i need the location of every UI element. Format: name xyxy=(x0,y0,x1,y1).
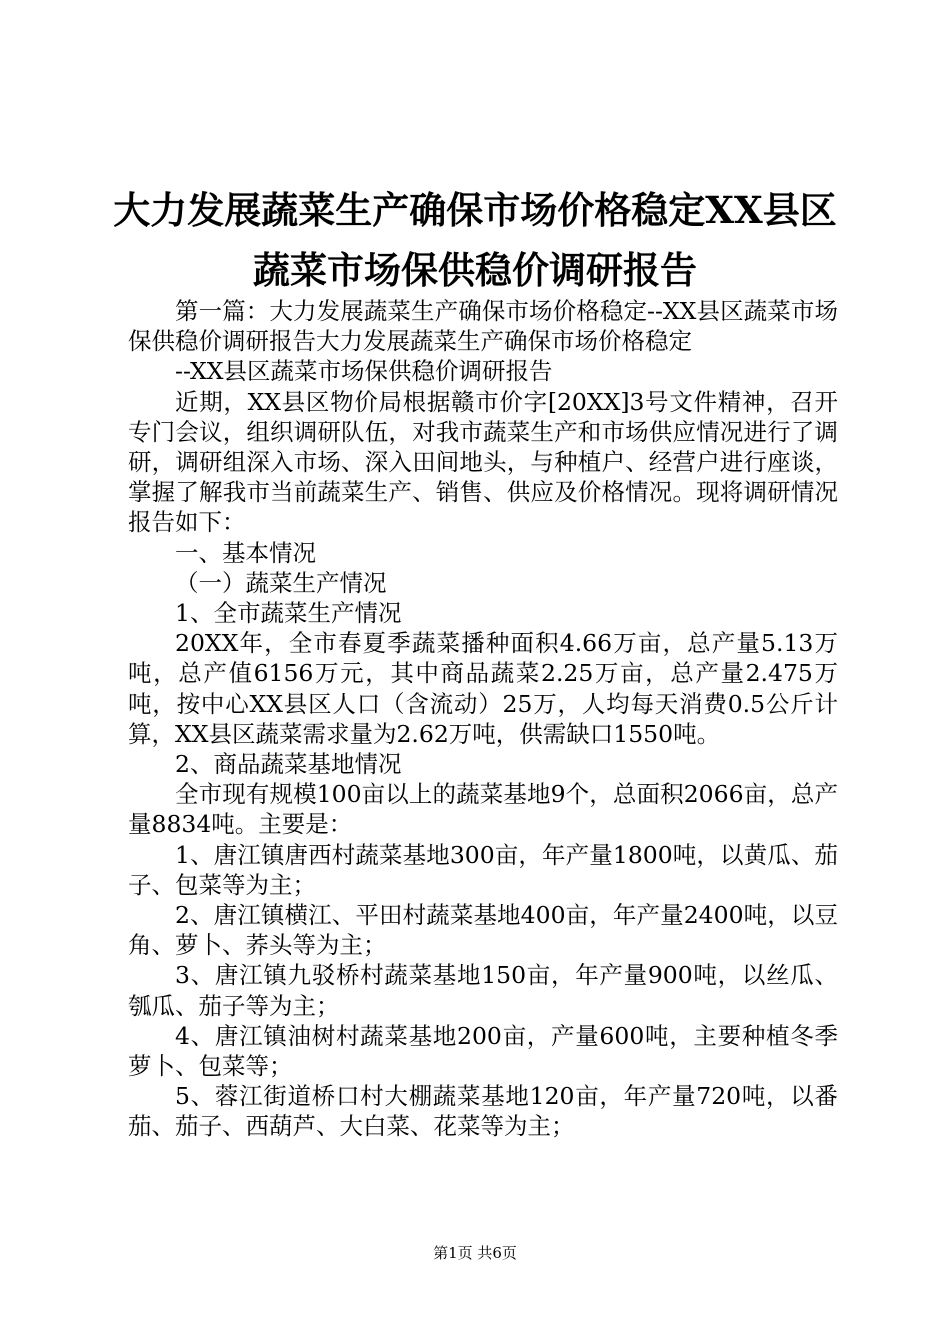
list-item-base-4: 4、唐江镇油树村蔬菜基地200亩，产量600吨，主要种植冬季萝卜、包菜等； xyxy=(128,1021,838,1081)
page-footer: 第1页 共6页 xyxy=(433,1244,517,1262)
paragraph-introduction: 近期，XX县区物价局根据赣市价字[20XX]3号文件精神，召开专门会议，组织调研队伍，对我市蔬菜生产和市场供应情况进行了调研，调研组深入市场、深入田间地头，与种植户、经营户进行座谈，掌握了解我市当前蔬菜生产、销售、供应及价格情况。现将调研情况报告如下： xyxy=(128,387,838,537)
list-item-base-3: 3、唐江镇九驳桥村蔬菜基地150亩，年产量900吨，以丝瓜、瓠瓜、茄子等为主； xyxy=(128,961,838,1020)
document-title-line-1: 大力发展蔬菜生产确保市场价格稳定XX县区 xyxy=(113,188,837,232)
heading-basic-situation: 一、基本情况 xyxy=(175,538,316,567)
heading-city-production: 1、全市蔬菜生产情况 xyxy=(175,599,402,628)
list-item-base-2: 2、唐江镇横江、平田村蔬菜基地400亩，年产量2400吨，以豆角、萝卜、荞头等为主； xyxy=(128,901,838,960)
paragraph-chapter-subtitle: --XX县区蔬菜市场保供稳价调研报告 xyxy=(175,357,553,386)
heading-commercial-bases: 2、商品蔬菜基地情况 xyxy=(175,750,402,779)
document-body xyxy=(128,296,838,1142)
paragraph-chapter-intro: 第一篇：大力发展蔬菜生产确保市场价格稳定--XX县区蔬菜市场保供稳价调研报告大力发展蔬菜生产确保市场价格稳定 xyxy=(128,297,838,356)
paragraph-bases-summary: 全市现有规模100亩以上的蔬菜基地9个，总面积2066亩，总产量8834吨。主要是： xyxy=(128,780,838,839)
document-title-line-2: 蔬菜市场保供稳价调研报告 xyxy=(253,248,697,292)
list-item-base-1: 1、唐江镇唐西村蔬菜基地300亩，年产量1800吨，以黄瓜、茄子、包菜等为主； xyxy=(128,840,838,899)
paragraph-production-stats: 20XX年，全市春夏季蔬菜播种面积4.66万亩，总产量5.13万吨，总产值6156万元，其中商品蔬菜2.25万亩，总产量2.475万吨，按中心XX县区人口（含流动）25万，人均每天消费0.5公斤计算，XX县区蔬菜需求量为2.62万吨，供需缺口1550吨。 xyxy=(128,629,838,748)
list-item-base-5: 5、蓉江街道桥口村大棚蔬菜基地120亩，年产量720吨，以番茄、茄子、西葫芦、大白菜、花菜等为主； xyxy=(128,1082,838,1141)
heading-vegetable-production: （一）蔬菜生产情况 xyxy=(175,568,387,597)
